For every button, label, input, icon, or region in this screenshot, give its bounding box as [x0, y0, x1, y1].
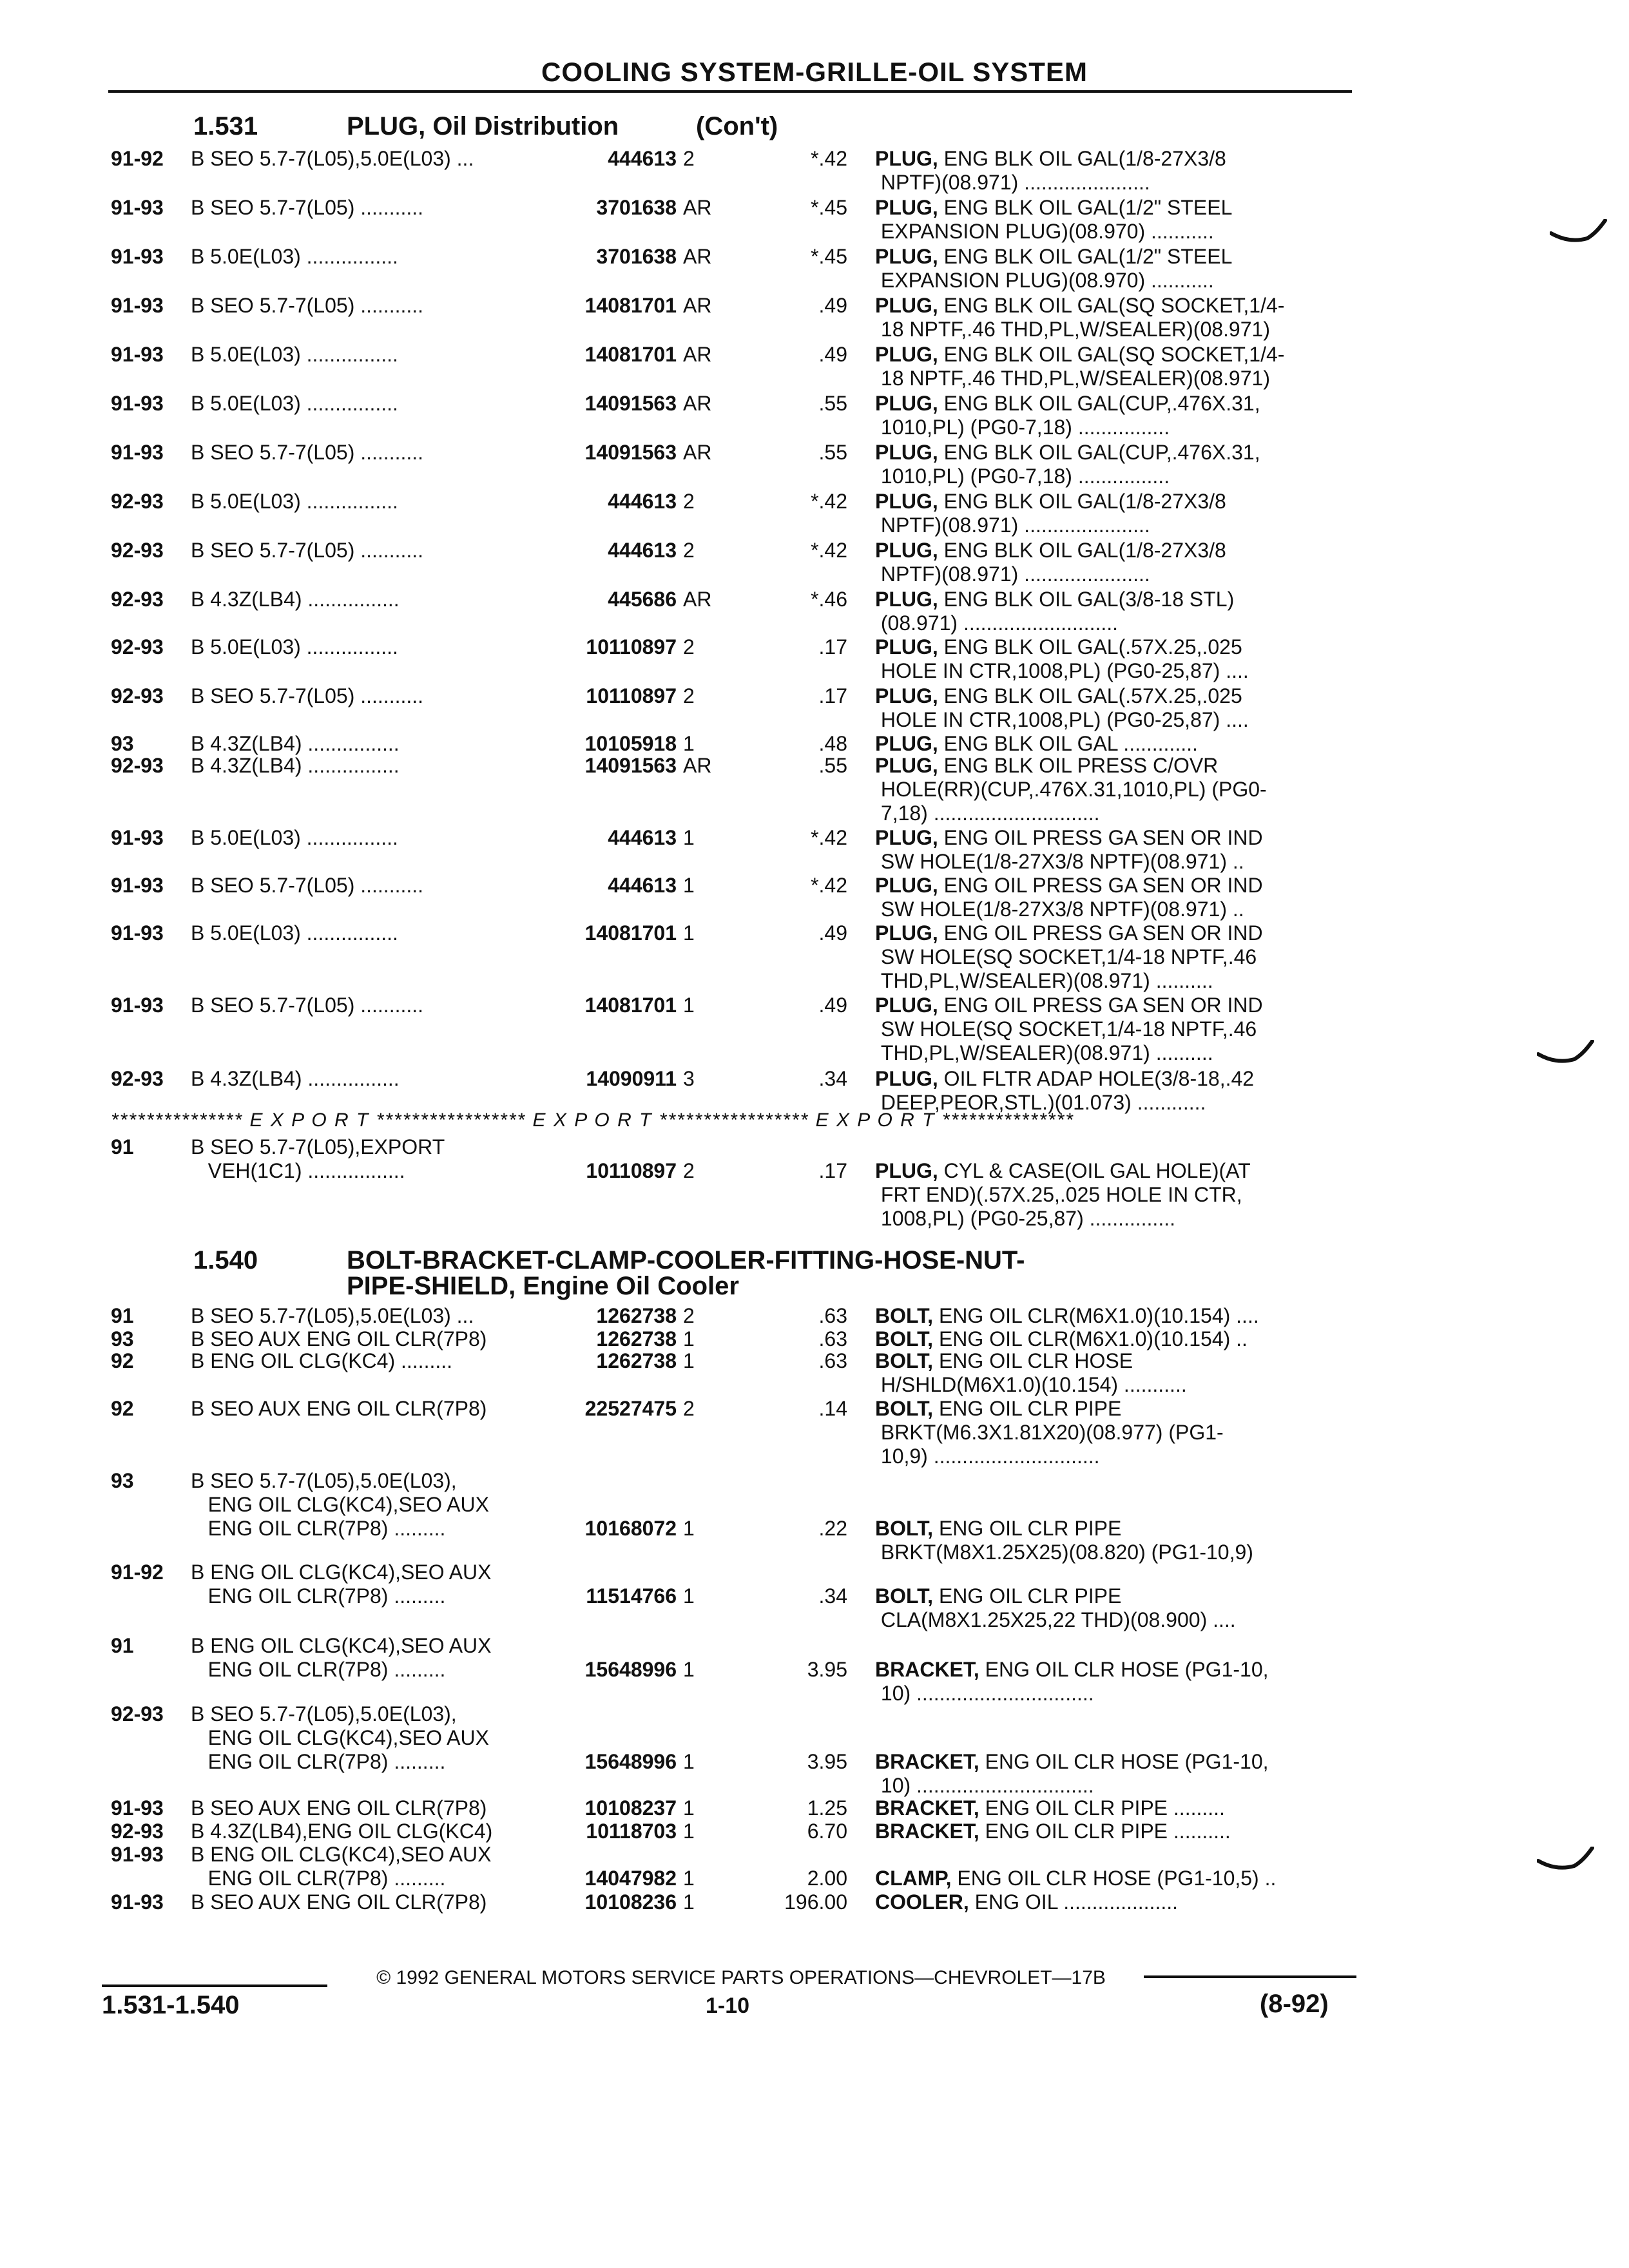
application: B SEO 5.7-7(L05) ...........: [191, 539, 424, 562]
application: B 5.0E(L03) ................: [191, 921, 398, 945]
quantity: 1: [683, 1584, 695, 1608]
part-number: 10108237: [584, 1796, 677, 1820]
description-text: ENG OIL CLR HOSE (PG1-10, 10) ...............................: [880, 1658, 1269, 1705]
description-keyword: PLUG,: [875, 921, 938, 945]
application: B ENG OIL CLG(KC4) .........: [191, 1349, 453, 1372]
quantity: AR: [683, 294, 712, 317]
description-keyword: PLUG,: [875, 1067, 938, 1090]
application: B SEO 5.7-7(L05) ...........: [191, 196, 424, 219]
price: .14: [818, 1397, 847, 1420]
price: *.42: [811, 147, 847, 170]
year-range: 93: [111, 732, 134, 755]
year-range: 91-93: [111, 245, 164, 268]
year-range: 92-93: [111, 588, 164, 611]
part-number: 10108236: [584, 1890, 677, 1914]
description-keyword: PLUG,: [875, 196, 938, 219]
description-text: ENG BLK OIL GAL(1/8-27X3/8 NPTF)(08.971) ......................: [880, 147, 1226, 194]
footer-rule-left: [102, 1984, 327, 1987]
part-number: 1262738: [596, 1327, 677, 1350]
description-text: CYL & CASE(OIL GAL HOLE)(AT FRT END)(.57X.25,.025 HOLE IN CTR, 1008,PL) (PG0-25,87) ...............: [880, 1159, 1251, 1230]
application: B SEO 5.7-7(L05),5.0E(L03) ...: [191, 147, 474, 170]
price: *.42: [811, 539, 847, 562]
description-keyword: BOLT,: [875, 1517, 934, 1540]
part-number: 11514766: [586, 1584, 677, 1608]
part-number: 444613: [608, 147, 677, 170]
description: [875, 1067, 1345, 1115]
description-keyword: PLUG,: [875, 392, 938, 415]
part-number: 14047982: [584, 1867, 677, 1890]
year-range: 91: [111, 1135, 134, 1158]
price: *.42: [811, 874, 847, 897]
description-text: ENG OIL PRESS GA SEN OR IND SW HOLE(1/8-27X3/8 NPTF)(08.971) ..: [880, 874, 1263, 921]
quantity: 1: [683, 921, 695, 945]
quantity: 1: [683, 732, 695, 755]
description-text: ENG BLK OIL PRESS C/OVR HOLE(RR)(CUP,.476X.31,1010,PL) (PG0- 7,18) .............................: [880, 754, 1267, 825]
quantity: AR: [683, 392, 712, 415]
description-text: ENG BLK OIL GAL(CUP,.476X.31, 1010,PL) (PG0-7,18) ................: [880, 392, 1260, 439]
part-number: 3701638: [596, 196, 677, 219]
year-range: 91-93: [111, 294, 164, 317]
description-text: ENG OIL CLR PIPE CLA(M8X1.25X25,22 THD)(08.900) ....: [880, 1584, 1236, 1631]
page-number: 1-10: [706, 1994, 750, 2018]
description-text: ENG BLK OIL GAL(1/2" STEEL EXPANSION PLUG)(08.970) ...........: [880, 196, 1233, 243]
part-number: 14091563: [584, 392, 677, 415]
application: B 4.3Z(LB4) ................: [191, 732, 400, 755]
description: [875, 754, 1345, 825]
quantity: 1: [683, 994, 695, 1017]
description-text: ENG OIL ....................: [969, 1890, 1178, 1914]
quantity: 1: [683, 1349, 695, 1372]
description: [875, 1517, 1345, 1564]
part-number: 14081701: [584, 994, 677, 1017]
quantity: 2: [683, 539, 695, 562]
description-keyword: PLUG,: [875, 441, 938, 464]
application: B SEO 5.7-7(L05),5.0E(L03), ENG OIL CLG(KC4),SEO AUX ENG OIL CLR(7P8) .........: [191, 1702, 489, 1773]
year-range: 91-93: [111, 343, 164, 366]
application: B 5.0E(L03) ................: [191, 392, 398, 415]
description-keyword: PLUG,: [875, 732, 938, 755]
part-number: 15648996: [584, 1658, 677, 1681]
description-text: ENG BLK OIL GAL(CUP,.476X.31, 1010,PL) (PG0-7,18) ................: [880, 441, 1260, 488]
quantity: 1: [683, 826, 695, 849]
description: [875, 441, 1345, 488]
year-range: 91-93: [111, 826, 164, 849]
application: B ENG OIL CLG(KC4),SEO AUX ENG OIL CLR(7P8) .........: [191, 1634, 492, 1681]
description-keyword: BOLT,: [875, 1304, 934, 1327]
year-range: 93: [111, 1469, 134, 1492]
quantity: AR: [683, 588, 712, 611]
quantity: AR: [683, 441, 712, 464]
price: 1.25: [807, 1796, 847, 1820]
price: .48: [818, 732, 847, 755]
part-number: 1262738: [596, 1304, 677, 1327]
part-number: 444613: [608, 826, 677, 849]
description-text: ENG OIL CLR PIPE ..........: [979, 1820, 1231, 1843]
price: *.45: [811, 245, 847, 268]
application: B SEO 5.7-7(L05) ...........: [191, 441, 424, 464]
year-range: 91-93: [111, 1843, 164, 1866]
description-keyword: BOLT,: [875, 1584, 934, 1608]
application: B SEO 5.7-7(L05),5.0E(L03), ENG OIL CLG(KC4),SEO AUX ENG OIL CLR(7P8) .........: [191, 1469, 489, 1540]
application: B SEO 5.7-7(L05) ...........: [191, 684, 424, 707]
description-keyword: PLUG,: [875, 490, 938, 513]
part-number: 444613: [608, 539, 677, 562]
quantity: AR: [683, 196, 712, 219]
description: [875, 343, 1345, 390]
price: .63: [818, 1327, 847, 1350]
description-keyword: BOLT,: [875, 1327, 934, 1350]
description: [875, 294, 1345, 341]
description: [875, 490, 1345, 537]
application: B 4.3Z(LB4) ................: [191, 754, 400, 777]
description: [875, 147, 1345, 195]
section-heading-1540: [193, 1247, 1289, 1302]
year-range: 91-93: [111, 196, 164, 219]
quantity: 2: [683, 1159, 695, 1182]
description-keyword: PLUG,: [875, 684, 938, 707]
application: B SEO 5.7-7(L05),EXPORT VEH(1C1) .................: [191, 1135, 445, 1182]
description: [875, 1820, 1345, 1843]
price: .17: [818, 684, 847, 707]
description: [875, 392, 1345, 439]
part-number: 10168072: [584, 1517, 677, 1540]
price: 196.00: [784, 1890, 847, 1914]
application: B SEO AUX ENG OIL CLR(7P8): [191, 1890, 487, 1914]
description: [875, 1796, 1345, 1820]
description-text: ENG BLK OIL GAL(SQ SOCKET,1/4- 18 NPTF,.46 THD,PL,W/SEALER)(08.971): [880, 294, 1285, 341]
price: *.42: [811, 490, 847, 513]
description-keyword: PLUG,: [875, 245, 938, 268]
description-text: ENG OIL PRESS GA SEN OR IND SW HOLE(1/8-27X3/8 NPTF)(08.971) ..: [880, 826, 1263, 873]
part-number: 14090911: [586, 1067, 677, 1090]
part-number: 22527475: [584, 1397, 677, 1420]
header-rule: [108, 90, 1352, 93]
year-range: 92-93: [111, 490, 164, 513]
description-text: ENG OIL CLR PIPE BRKT(M8X1.25X25)(08.820) (PG1-10,9): [880, 1517, 1253, 1564]
part-number: 10105918: [584, 732, 677, 755]
page-title: COOLING SYSTEM-GRILLE-OIL SYSTEM: [541, 57, 1088, 87]
year-range: 92: [111, 1397, 134, 1420]
price: .55: [818, 754, 847, 777]
quantity: 1: [683, 1796, 695, 1820]
quantity: 2: [683, 635, 695, 658]
part-number: 14081701: [584, 343, 677, 366]
description: [875, 1304, 1345, 1328]
description-keyword: PLUG,: [875, 826, 938, 849]
description-keyword: PLUG,: [875, 588, 938, 611]
year-range: 91-93: [111, 1890, 164, 1914]
year-range: 91-93: [111, 392, 164, 415]
description-keyword: BOLT,: [875, 1349, 934, 1372]
description-keyword: PLUG,: [875, 343, 938, 366]
year-range: 92: [111, 1349, 134, 1372]
price: .34: [818, 1584, 847, 1608]
quantity: 1: [683, 1327, 695, 1350]
application: B SEO 5.7-7(L05) ...........: [191, 294, 424, 317]
description-keyword: PLUG,: [875, 874, 938, 897]
price: .17: [818, 635, 847, 658]
description: [875, 1584, 1345, 1632]
year-range: 92-93: [111, 684, 164, 707]
description: [875, 588, 1345, 635]
description: [875, 1327, 1345, 1351]
year-range: 92-93: [111, 1067, 164, 1090]
part-number: 10110897: [586, 1159, 677, 1182]
quantity: 1: [683, 1750, 695, 1773]
application: B 4.3Z(LB4),ENG OIL CLG(KC4): [191, 1820, 493, 1843]
description-text: ENG BLK OIL GAL(1/2" STEEL EXPANSION PLUG)(08.970) ...........: [880, 245, 1233, 292]
application: B 5.0E(L03) ................: [191, 826, 398, 849]
section-number: 1.531: [193, 112, 258, 140]
description-keyword: BRACKET,: [875, 1796, 979, 1820]
year-range: 92-93: [111, 754, 164, 777]
quantity: 1: [683, 1867, 695, 1890]
description-text: ENG OIL CLR PIPE .........: [979, 1796, 1225, 1820]
revision-date: (8-92): [1260, 1990, 1329, 2018]
quantity: 2: [683, 1397, 695, 1420]
description-keyword: BOLT,: [875, 1397, 934, 1420]
checkmark-annotation: [1550, 219, 1608, 245]
price: 2.00: [807, 1867, 847, 1890]
year-range: 91-92: [111, 1561, 164, 1584]
description-keyword: PLUG,: [875, 994, 938, 1017]
description-text: ENG BLK OIL GAL(SQ SOCKET,1/4- 18 NPTF,.46 THD,PL,W/SEALER)(08.971): [880, 343, 1285, 390]
year-range: 92-93: [111, 539, 164, 562]
description-text: ENG BLK OIL GAL(.57X.25,.025 HOLE IN CTR,1008,PL) (PG0-25,87) ....: [880, 635, 1249, 682]
price: *.45: [811, 196, 847, 219]
section-heading-1531: [193, 113, 902, 142]
price: 6.70: [807, 1820, 847, 1843]
part-number: 10118703: [586, 1820, 677, 1843]
description-keyword: BRACKET,: [875, 1820, 979, 1843]
description-keyword: PLUG,: [875, 147, 938, 170]
description: [875, 1349, 1345, 1397]
application: B SEO 5.7-7(L05) ...........: [191, 994, 424, 1017]
section-title-line2: PIPE-SHIELD, Engine Oil Cooler: [347, 1272, 739, 1300]
part-number: 1262738: [596, 1349, 677, 1372]
description-keyword: PLUG,: [875, 754, 938, 777]
description: [875, 1867, 1345, 1890]
application: B 5.0E(L03) ................: [191, 343, 398, 366]
price: .17: [818, 1159, 847, 1182]
description: [875, 684, 1345, 732]
quantity: 1: [683, 1658, 695, 1681]
part-number: 14091563: [584, 441, 677, 464]
description: [875, 1397, 1345, 1468]
description-text: ENG BLK OIL GAL(1/8-27X3/8 NPTF)(08.971) ......................: [880, 539, 1226, 586]
quantity: 2: [683, 1304, 695, 1327]
description-text: ENG OIL CLR(M6X1.0)(10.154) ....: [933, 1304, 1259, 1327]
description: [875, 245, 1345, 293]
description: [875, 1658, 1345, 1706]
part-number: 445686: [608, 588, 677, 611]
description-text: ENG BLK OIL GAL(.57X.25,.025 HOLE IN CTR,1008,PL) (PG0-25,87) ....: [880, 684, 1249, 731]
description: [875, 1750, 1345, 1798]
description-keyword: CLAMP,: [875, 1867, 952, 1890]
description-text: ENG BLK OIL GAL(1/8-27X3/8 NPTF)(08.971) ......................: [880, 490, 1226, 537]
price: .34: [818, 1067, 847, 1090]
checkmark-annotation: [1537, 1847, 1595, 1872]
description: [875, 635, 1345, 683]
description-text: ENG BLK OIL GAL .............: [938, 732, 1198, 755]
part-number: 14091563: [584, 754, 677, 777]
application: B SEO AUX ENG OIL CLR(7P8): [191, 1397, 487, 1420]
part-number: 14081701: [584, 921, 677, 945]
year-range: 91-93: [111, 441, 164, 464]
copyright-line: © 1992 GENERAL MOTORS SERVICE PARTS OPERATIONS—CHEVROLET—17B: [376, 1967, 1106, 1988]
application: B SEO AUX ENG OIL CLR(7P8): [191, 1796, 487, 1820]
price: *.46: [811, 588, 847, 611]
section-title: PLUG, Oil Distribution: [347, 112, 619, 140]
application: B 4.3Z(LB4) ................: [191, 588, 400, 611]
description-keyword: BRACKET,: [875, 1658, 979, 1681]
description-text: ENG OIL PRESS GA SEN OR IND SW HOLE(SQ SOCKET,1/4-18 NPTF,.46 THD,PL,W/SEALER)(08.971) ..........: [880, 921, 1263, 992]
description-text: OIL FLTR ADAP HOLE(3/8-18,.42 DEEP,PEOR,STL.)(01.073) ............: [880, 1067, 1255, 1114]
section-number: 1.540: [193, 1246, 258, 1274]
year-range: 92-93: [111, 635, 164, 658]
part-number: 444613: [608, 490, 677, 513]
part-number: 10110897: [586, 635, 677, 658]
quantity: AR: [683, 754, 712, 777]
description-keyword: PLUG,: [875, 1159, 938, 1182]
year-range: 91-93: [111, 874, 164, 897]
checkmark-annotation: [1537, 1040, 1595, 1066]
application: B 4.3Z(LB4) ................: [191, 1067, 400, 1090]
quantity: 1: [683, 874, 695, 897]
description-keyword: BRACKET,: [875, 1750, 979, 1773]
part-number: 10110897: [586, 684, 677, 707]
price: .55: [818, 441, 847, 464]
description: [875, 921, 1345, 993]
quantity: 2: [683, 684, 695, 707]
part-number: 14081701: [584, 294, 677, 317]
application: B ENG OIL CLG(KC4),SEO AUX ENG OIL CLR(7P8) .........: [191, 1561, 492, 1608]
description-keyword: PLUG,: [875, 539, 938, 562]
price: .22: [818, 1517, 847, 1540]
part-number: 444613: [608, 874, 677, 897]
description-text: ENG OIL CLR HOSE (PG1-10, 10) ...............................: [880, 1750, 1269, 1797]
section-title: BOLT-BRACKET-CLAMP-COOLER-FITTING-HOSE-NUT-: [347, 1246, 1025, 1274]
description: [875, 826, 1345, 874]
description-keyword: COOLER,: [875, 1890, 969, 1914]
description-text: ENG OIL PRESS GA SEN OR IND SW HOLE(SQ SOCKET,1/4-18 NPTF,.46 THD,PL,W/SEALER)(08.971) ..........: [880, 994, 1263, 1064]
quantity: 2: [683, 147, 695, 170]
description-text: ENG OIL CLR HOSE H/SHLD(M6X1.0)(10.154) ...........: [880, 1349, 1187, 1396]
price: .63: [818, 1304, 847, 1327]
description-keyword: PLUG,: [875, 294, 938, 317]
description: [875, 874, 1345, 921]
quantity: 3: [683, 1067, 695, 1090]
description-text: ENG OIL CLR PIPE BRKT(M6.3X1.81X20)(08.977) (PG1- 10,9) .............................: [880, 1397, 1224, 1468]
year-range: 92-93: [111, 1702, 164, 1725]
part-number: 15648996: [584, 1750, 677, 1773]
application: B ENG OIL CLG(KC4),SEO AUX ENG OIL CLR(7P8) .........: [191, 1843, 492, 1890]
application: B 5.0E(L03) ................: [191, 635, 398, 658]
description-text: ENG OIL CLR(M6X1.0)(10.154) ..: [933, 1327, 1248, 1350]
year-range: 91-93: [111, 994, 164, 1017]
application: B SEO 5.7-7(L05),5.0E(L03) ...: [191, 1304, 474, 1327]
year-range: 93: [111, 1327, 134, 1350]
description-text: ENG OIL CLR HOSE (PG1-10,5) ..: [951, 1867, 1277, 1890]
price: .49: [818, 343, 847, 366]
application: B SEO AUX ENG OIL CLR(7P8): [191, 1327, 487, 1350]
year-range: 92-93: [111, 1820, 164, 1843]
footer-rule-right: [1144, 1975, 1356, 1978]
year-range: 91-92: [111, 147, 164, 170]
quantity: AR: [683, 245, 712, 268]
description-text: ENG BLK OIL GAL(3/8-18 STL) (08.971) ...........................: [880, 588, 1235, 635]
quantity: 2: [683, 490, 695, 513]
description: [875, 539, 1345, 586]
description: [875, 1159, 1345, 1231]
description: [875, 732, 1345, 756]
year-range: 91: [111, 1304, 134, 1327]
price: .49: [818, 994, 847, 1017]
quantity: 1: [683, 1517, 695, 1540]
section-range: 1.531-1.540: [102, 1991, 240, 2019]
description-keyword: PLUG,: [875, 635, 938, 658]
application: B 5.0E(L03) ................: [191, 245, 398, 268]
year-range: 91-93: [111, 1796, 164, 1820]
price: .55: [818, 392, 847, 415]
price: .63: [818, 1349, 847, 1372]
price: 3.95: [807, 1658, 847, 1681]
price: .49: [818, 294, 847, 317]
price: 3.95: [807, 1750, 847, 1773]
year-range: 91-93: [111, 921, 164, 945]
part-number: 3701638: [596, 245, 677, 268]
application: B 5.0E(L03) ................: [191, 490, 398, 513]
application: B SEO 5.7-7(L05) ...........: [191, 874, 424, 897]
description: [875, 196, 1345, 244]
price: .49: [818, 921, 847, 945]
quantity: 1: [683, 1820, 695, 1843]
section-continued: (Con't): [696, 112, 778, 140]
price: *.42: [811, 826, 847, 849]
year-range: 91: [111, 1634, 134, 1657]
description: [875, 1890, 1345, 1914]
description: [875, 994, 1345, 1065]
quantity: AR: [683, 343, 712, 366]
quantity: 1: [683, 1890, 695, 1914]
export-divider: *************** E X P O R T ***************** E X P O R T ***************** E X P O R T ***************: [111, 1110, 1074, 1131]
